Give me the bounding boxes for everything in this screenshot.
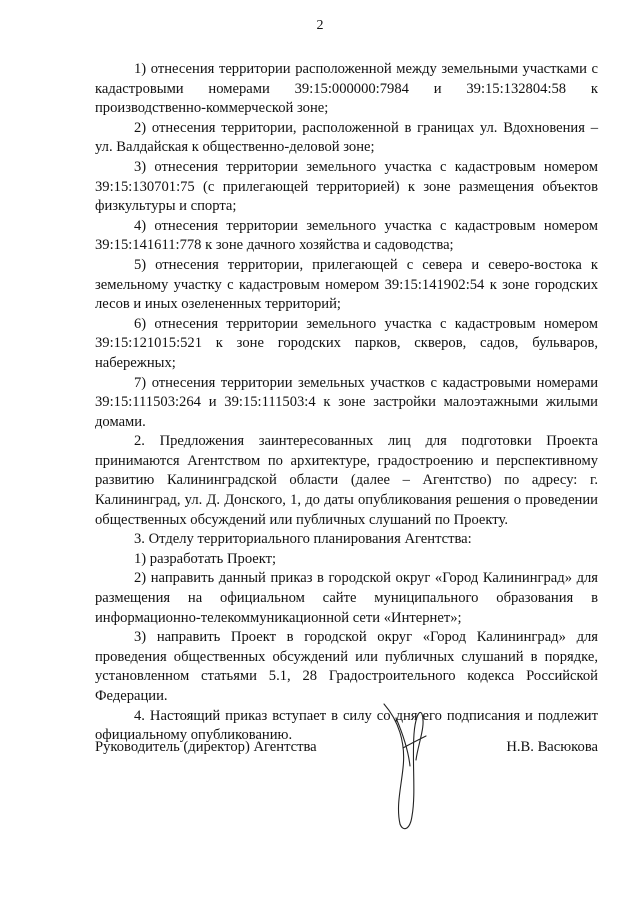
paragraph-item-5: 5) отнесения территории, прилегающей с севера и северо-востока к земельному участку с кадастровым номером 39:15:141902:54 к зоне городских лесов и иных озелененных территорий;: [95, 256, 598, 313]
paragraph-item-2: 2) отнесения территории, расположенной в границах ул. Вдохновения – ул. Валдайская к общественно-деловой зоне;: [95, 119, 598, 156]
paragraph-item-4: 4) отнесения территории земельного участка с кадастровым номером 39:15:141611:778 к зоне дачного хозяйства и садоводства;: [95, 217, 598, 254]
paragraph-item-1: 1) отнесения территории расположенной между земельными участками с кадастровыми номерами 39:15:000000:7984 и 39:15:132804:58 к производственно-коммерческой зоне;: [95, 61, 598, 117]
signer-position: Руководитель (директор) Агентства: [95, 739, 317, 755]
paragraph-section-3: 3. Отделу территориального планирования Агентства:: [134, 531, 472, 548]
paragraph-sub-3: 3) направить Проект в городской округ «Город Калининград» для проведения общественных обсуждений или публичных слушаний в порядке, установленном статьями 5.1, 28 Градостроительного кодекса Российской Федерации.: [95, 629, 598, 704]
paragraph-item-6: 6) отнесения территории земельного участка с кадастровым номером 39:15:121015:521 к зоне городских парков, скверов, садов, бульваров, набережных;: [95, 315, 598, 371]
handwritten-signature: [372, 696, 444, 836]
paragraph-item-7: 7) отнесения территории земельных участков с кадастровыми номерами 39:15:111503:264 и 39:15:111503:4 к зоне застройки малоэтажными жилыми домами.: [95, 374, 598, 430]
paragraph-section-4: 4. Настоящий приказ вступает в силу со дня его подписания и подлежит официальному опубликованию.: [95, 707, 598, 744]
paragraph-section-2: 2. Предложения заинтересованных лиц для подготовки Проекта принимаются Агентством по архитектуре, градостроению и перспективному развитию Калининградской области (далее – Агентство) по адресу: г. Калининград, ул. Д. Донского, 1, до даты опубликования решения о проведении общественных обсуждений или публичных слушаний по Проекту.: [95, 433, 598, 528]
paragraph-sub-1: 1) разработать Проект;: [134, 550, 277, 567]
signer-name: Н.В. Васюкова: [506, 739, 598, 755]
paragraph-sub-2: 2) направить данный приказ в городской округ «Город Калининград» для размещения на официальном сайте муниципального образования в информационно-телекоммуникационной сети «Интернет»;: [95, 570, 598, 626]
paragraph-item-3: 3) отнесения территории земельного участка с кадастровым номером 39:15:130701:75 (с прилегающей территорией) к зоне размещения объектов физкультуры и спорта;: [95, 158, 598, 215]
page-number: 2: [316, 18, 324, 33]
document-body: [95, 60, 598, 746]
